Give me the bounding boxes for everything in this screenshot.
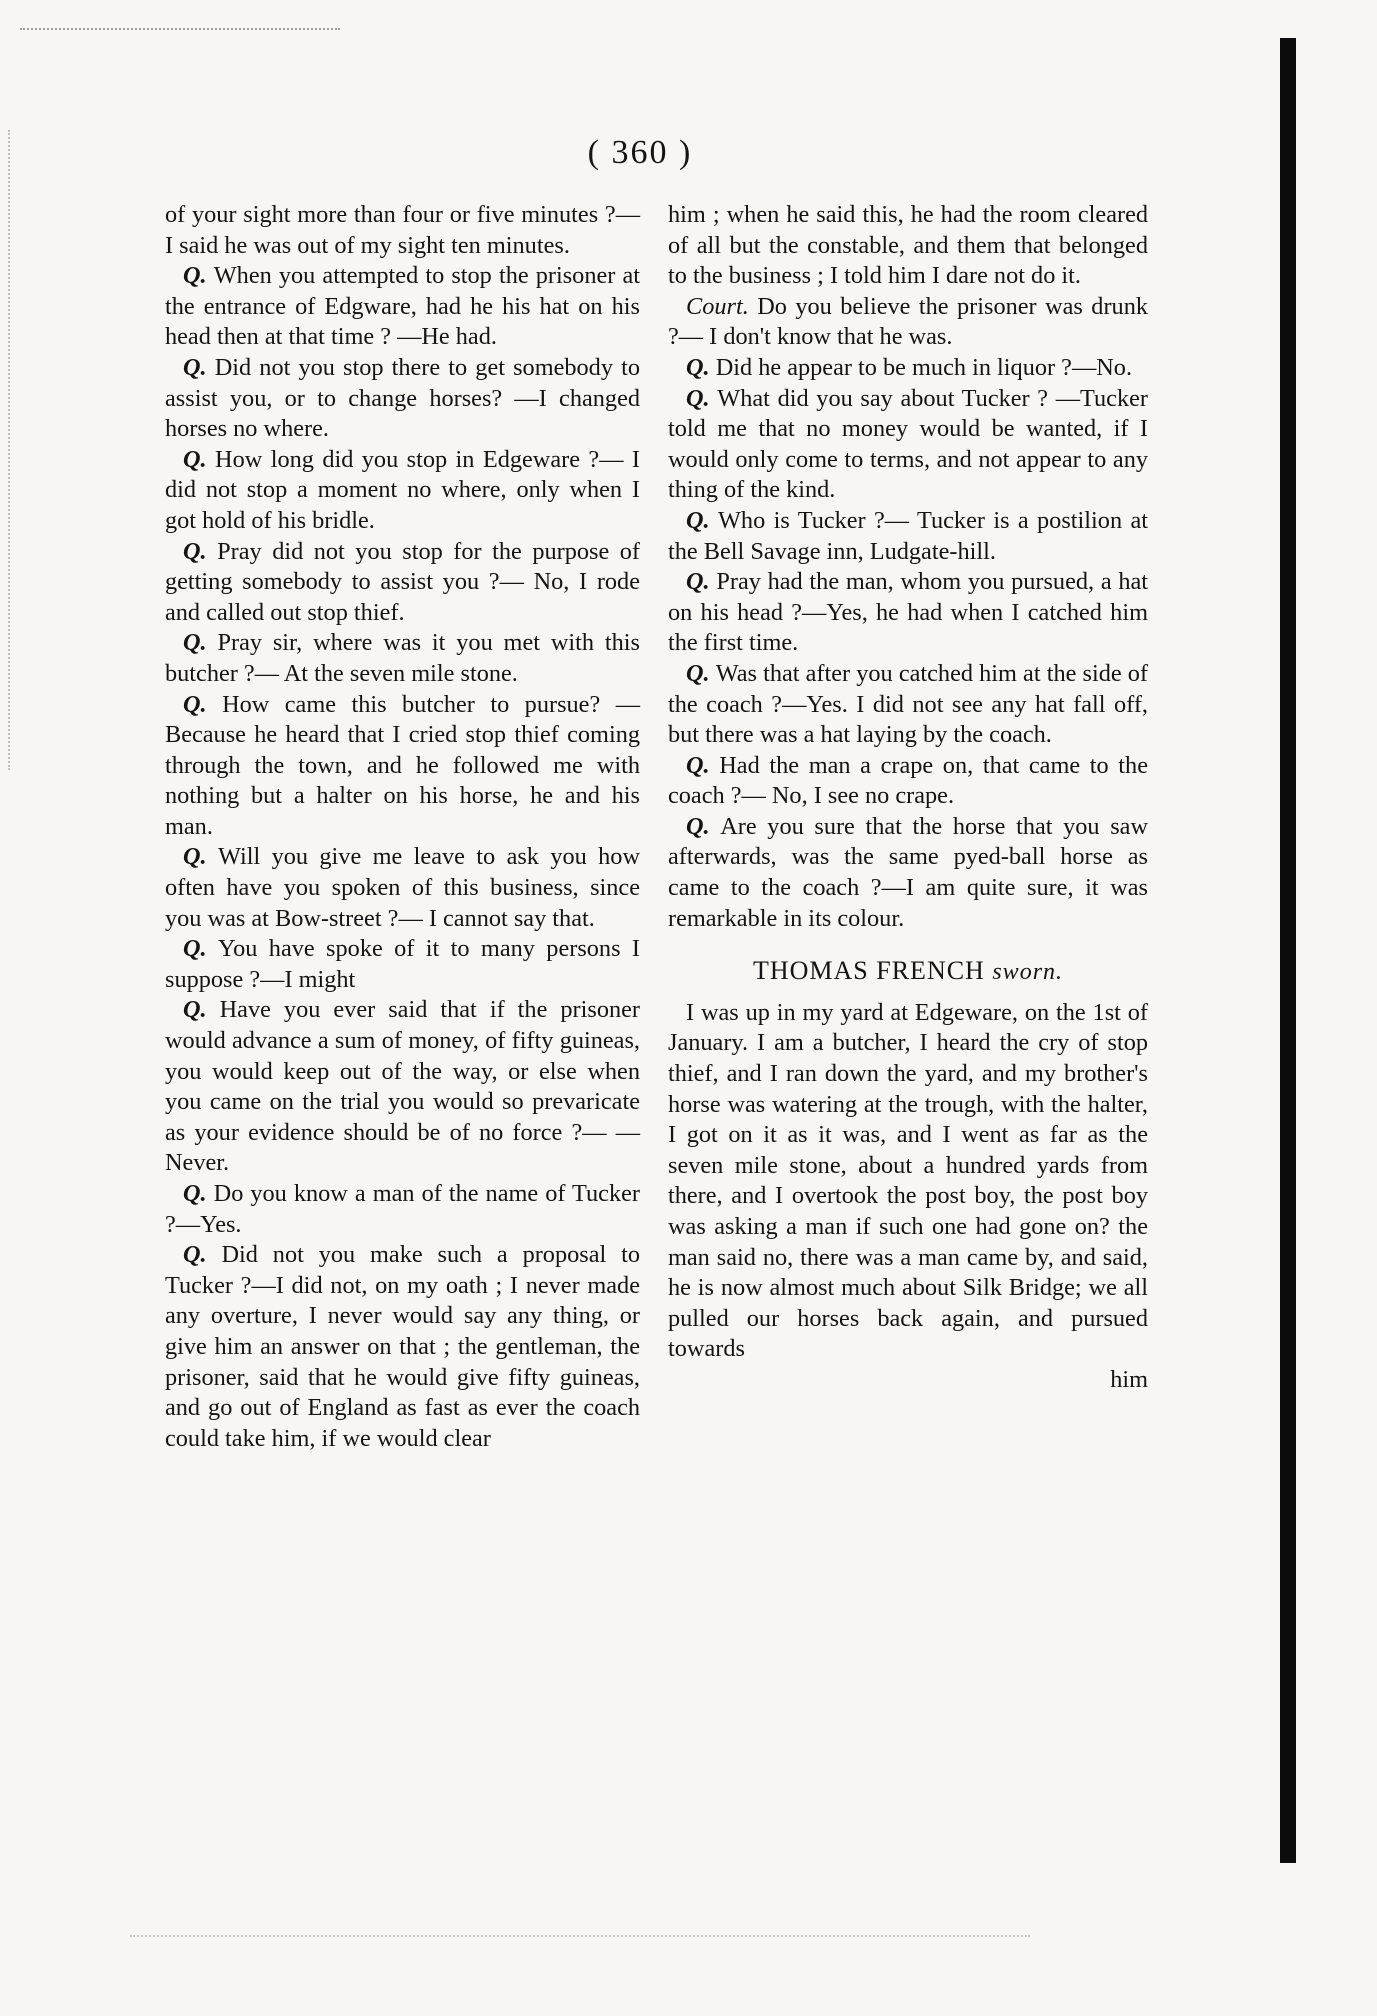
left-paragraph xyxy=(165,995,640,1179)
question-marker: Q. xyxy=(686,353,716,381)
paragraph-text: Did he appear to be much in liquor ?—No. xyxy=(715,353,1133,381)
paragraph-text: Are you sure that the horse that you saw afterwards, was the same pyed-ball horse as came to the coach ?—I am quite sure, it was remarkable in its colour. xyxy=(668,812,1148,932)
paragraph-text: Pray did not you stop for the purpose of getting somebody to assist you ?— No, I rode and called out stop thief. xyxy=(165,537,640,626)
right-paragraph xyxy=(668,567,1148,659)
paragraph-text: When you attempted to stop the prisoner at the entrance of Edgware, had he his hat on his head then at that time ? —He had. xyxy=(165,262,640,351)
page-number: ( 360 ) xyxy=(587,134,693,171)
question-marker: Q. xyxy=(183,1241,222,1269)
binding-shadow xyxy=(1280,38,1296,1863)
left-paragraph xyxy=(165,842,640,934)
question-marker: Q. xyxy=(183,353,215,381)
question-marker: Q. xyxy=(183,537,218,565)
left-paragraph xyxy=(165,628,640,689)
question-marker: Q. xyxy=(686,506,718,534)
question-marker: Q. xyxy=(183,629,218,657)
catchword: him xyxy=(1110,1365,1148,1393)
right-paragraph xyxy=(668,751,1148,812)
paragraph-text: Do you know a man of the name of Tucker ?—Yes. xyxy=(165,1180,640,1238)
question-marker: Q. xyxy=(686,384,718,412)
paragraph-text: Did not you make such a proposal to Tucker ?—I did not, on my oath ; I never made any overture, I never would say any thing, or give him an answer on that ; the gentleman, the prisoner, said that he would give fifty guineas, and go out of England as fast as ever the coach could take him, if we would clear xyxy=(165,1241,641,1452)
right-paragraph xyxy=(668,659,1148,751)
scan-specks-bottom xyxy=(130,1935,1030,1945)
paragraph-text: What did you say about Tucker ? —Tucker told me that no money would be wanted, if I would only come to terms, and not appear to any thing of the kind. xyxy=(668,384,1148,504)
right-paragraph xyxy=(668,200,1148,292)
witness-heading xyxy=(668,956,1148,988)
paragraph-text: Did not you stop there to get somebody to assist you, or to change horses? —I changed horses no where. xyxy=(165,353,640,443)
scan-specks-edge xyxy=(8,130,16,770)
witness-sworn: sworn. xyxy=(992,959,1064,986)
left-paragraph xyxy=(165,200,640,261)
right-paragraph xyxy=(668,812,1148,934)
right-column xyxy=(668,200,1148,1396)
question-marker: Q. xyxy=(183,843,218,871)
question-marker: Q. xyxy=(183,1180,214,1207)
left-paragraph xyxy=(165,1240,640,1454)
question-marker: Q. xyxy=(183,935,219,963)
question-marker: Q. xyxy=(183,262,214,290)
paragraph-text: Had the man a crape on, that came to the coach ?— No, I see no crape. xyxy=(668,751,1148,810)
witness-name: THOMAS FRENCH xyxy=(752,956,985,986)
paragraph-text: him ; when he said this, he had the room cleared of all but the constable, and them that belonged to the business ; I told him I dare not do it. xyxy=(668,201,1148,290)
left-column xyxy=(165,200,640,1454)
paragraph-text: How came this butcher to pursue? —Because he heard that I cried stop thief coming through the town, and he followed me with nothing but a halter on his horse, he and his man. xyxy=(165,690,640,840)
right-column-dialogue xyxy=(668,200,1148,934)
paragraph-text: You have spoke of it to many persons I suppose ?—I might xyxy=(165,935,640,993)
question-marker: Q. xyxy=(183,445,216,473)
left-paragraph xyxy=(165,445,640,537)
left-paragraph xyxy=(165,261,640,353)
left-paragraph xyxy=(165,1179,640,1240)
speaker-label: Court. xyxy=(686,292,758,320)
left-paragraph xyxy=(165,690,640,843)
left-paragraph xyxy=(165,353,640,445)
question-marker: Q. xyxy=(686,812,721,840)
right-paragraph xyxy=(668,292,1148,353)
paragraph-text: Pray sir, where was it you met with this butcher ?— At the seven mile stone. xyxy=(165,629,640,687)
right-paragraph xyxy=(668,353,1148,384)
paragraph-text: Do you believe the prisoner was drunk ?— I don't know that he was. xyxy=(668,292,1148,351)
paragraph-text: Will you give me leave to ask you how often have you spoken of this business, since you was at Bow-street ?— I cannot say that. xyxy=(165,843,640,932)
paragraph-text: Have you ever said that if the prisoner would advance a sum of money, of fifty guineas, you would keep out of the way, or else when you came on the trial you would so prevaricate as your evidence should be of no force ?— —Never. xyxy=(165,996,640,1177)
right-paragraph xyxy=(668,506,1148,567)
question-marker: Q. xyxy=(686,568,717,596)
question-marker: Q. xyxy=(183,996,220,1024)
paragraph-text: Was that after you catched him at the side of the coach ?—Yes. I did not see any hat fall off, but there was a hat laying by the coach. xyxy=(668,659,1148,749)
right-paragraph xyxy=(668,384,1148,506)
left-paragraph xyxy=(165,934,640,995)
question-marker: Q. xyxy=(686,659,716,687)
left-paragraph xyxy=(165,537,640,629)
paragraph-text: How long did you stop in Edgeware ?— I did not stop a moment no where, only when I got hold of his bridle. xyxy=(165,445,640,534)
paragraph-text: Pray had the man, whom you pursued, a hat on his head ?—Yes, he had when I catched him the first time. xyxy=(668,568,1149,657)
question-marker: Q. xyxy=(183,690,223,718)
witness-testimony: I was up in my yard at Edgeware, on the 1st of January. I am a butcher, I heard the cry of stop thief, and I ran down the yard, and my brother's horse was watering at the trough, with the halter, I got on it as it was, and I went as far as the seven mile stone, about a hundred yards from there, and I overtook the post boy, the post boy was asking a man if such one had gone on? the man said no, there was a man came by, and said, he is now almost much about Silk Bridge; we all pulled our horses back again, and pursued towards xyxy=(668,998,1148,1363)
question-marker: Q. xyxy=(686,751,720,779)
paragraph-text: Who is Tucker ?— Tucker is a postilion at the Bell Savage inn, Ludgate-hill. xyxy=(668,506,1148,565)
paragraph-text: of your sight more than four or five minutes ?—I said he was out of my sight ten minutes. xyxy=(165,201,640,259)
scan-specks-top xyxy=(20,28,340,44)
